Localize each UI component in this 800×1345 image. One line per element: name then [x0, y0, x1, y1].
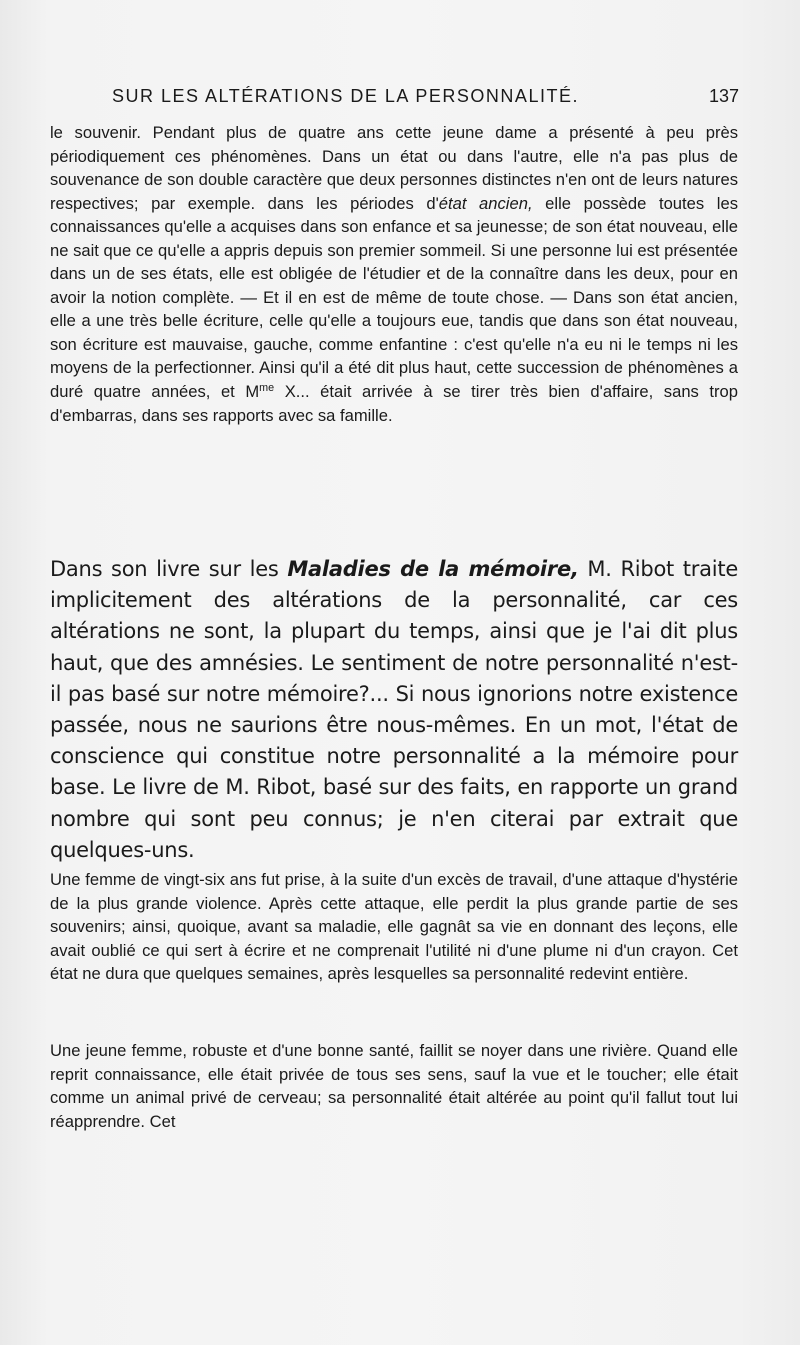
paragraph-1 — [50, 121, 738, 427]
paragraph-1-text-b: elle possède toutes les connaissances qu'elle a acquises dans son enfance et sa jeunesse; de son état nouveau, elle ne sait que ce qu'elle a appris depuis son premier sommeil. Si une personne lui est présentée dans un de ses états, elle est obligée de l'étudier et de la connaître dans les deux, pour en avoir la notion complète. — Et il en est de même de toute chose. — Dans son état ancien, elle a une très belle écriture, celle qu'elle a toujours eue, tandis que dans son état nouveau, son écriture est mauvaise, gauche, comme enfantine : c'est qu'elle n'a eu ni le temps ni les moyens de la perfectionner. Ainsi qu'il a été dit plus haut, cette succession de phénomènes a duré quatre années, et M — [50, 193, 738, 402]
page-number: 137 — [708, 86, 739, 106]
paragraph-3: Une femme de vingt-six ans fut prise, à la suite d'un excès de travail, d'une attaque d'hystérie de la plus grande violence. Après cette attaque, elle perdit la plus grande partie de ses souvenirs; ainsi, quoique, avant sa maladie, elle gagnât sa vie en donnant des leçons, elle avait oublié ce qui sert à écrire et ne comprenait l'utilité ni d'une plume ni d'un crayon. Cet état ne dura que quelques semaines, après lesquelles sa personnalité redevint entière. — [50, 870, 738, 984]
paragraph-1-superscript: me — [259, 382, 275, 395]
page-header — [112, 86, 739, 110]
running-title: SUR LES ALTÉRATIONS DE LA PERSONNALITÉ. — [112, 86, 579, 106]
paragraph-2 — [50, 554, 738, 866]
paragraph-1-prefix: d' — [426, 193, 439, 213]
paragraph-4: Une jeune femme, robuste et d'une bonne santé, faillit se noyer dans une rivière. Quand elle reprit connaissance, elle était privée de tous ses sens, sauf la vue et le toucher; elle était comme un animal privé de cerveau; sa personnalité était altérée au point qu'il fallut tout lui réapprendre. Cet — [50, 1041, 738, 1131]
paragraph-1-text-a: le souvenir. Pendant plus de quatre ans cette jeune dame a présenté à peu près périodiquement ces phénomènes. Dans un état ou dans l'autre, elle n'a pas plus de souvenance de son double caractère que deux personnes distinctes n'en ont de leurs natures respectives; par exemple. dans les périodes — [50, 123, 738, 213]
paragraph-2-text-a: Dans son livre sur les — [50, 557, 288, 581]
paragraph-1-emphasis: état ancien, — [438, 193, 533, 213]
paragraph-2-text-b: M. Ribot traite implicitement des altérations de la personnalité, car ces altérations ne sont, la plupart du temps, ainsi que je l'ai dit plus haut, que des amnésies. Le sentiment de notre personnalité n'est-il pas basé sur notre mémoire?... Si nous ignorions notre existence passée, nous ne saurions être nous-mêmes. En un mot, l'état de conscience qui constitue notre personnalité a la mémoire pour base. Le livre de M. Ribot, basé sur des faits, en rapporte un grand nombre qui sont peu connus; je n'en citerai par extrait que quelques-uns. — [50, 557, 738, 862]
paragraph-1-text-c: X... était arrivée à se tirer très bien d'affaire, sans trop d'embarras, dans ses rapports avec sa famille. — [50, 382, 738, 425]
paragraph-2-emphasis: Maladies de la mémoire, — [287, 557, 579, 581]
